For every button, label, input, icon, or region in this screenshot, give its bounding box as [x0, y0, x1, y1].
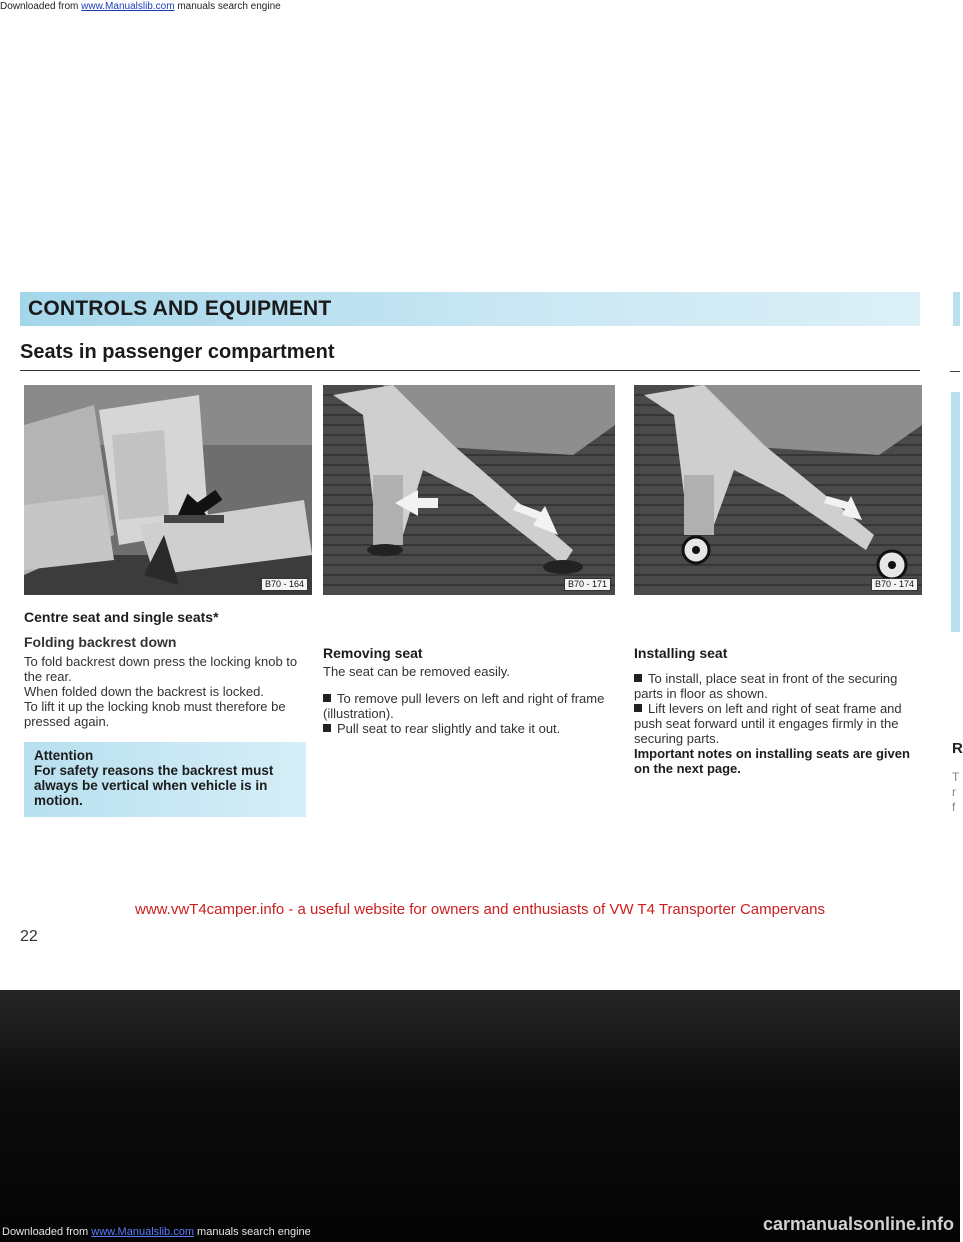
- centre-seat-heading: Centre seat and single seats*: [24, 609, 219, 625]
- installing-bullet-1: To install, place seat in front of the securing parts in floor as shown.: [634, 671, 922, 701]
- installing-important-note: Important notes on installing seats are given on the next page.: [634, 746, 910, 776]
- folding-backrest-heading: Folding backrest down: [24, 634, 177, 650]
- next-page-heading-fragment: R: [952, 740, 963, 757]
- seat-interior-illustration: [24, 385, 312, 595]
- section-banner-title: CONTROLS AND EQUIPMENT: [28, 297, 332, 320]
- column-removing-seat: [323, 646, 615, 736]
- attention-text: For safety reasons the backrest must always be vertical when vehicle is in motion.: [34, 763, 274, 808]
- next-page-text-fragment-3: f: [952, 800, 956, 814]
- figure-tag: B70 - 174: [871, 578, 918, 591]
- column-centre-seat: [24, 610, 310, 729]
- next-page-text-fragment-1: T: [952, 770, 960, 784]
- download-notice-suffix: manuals search engine: [197, 1226, 311, 1238]
- download-notice-suffix: manuals search engine: [177, 1, 281, 12]
- next-page-text-fragment-2: r: [952, 785, 956, 799]
- figure-tag: B70 - 164: [261, 578, 308, 591]
- folding-text-line-1: To fold backrest down press the locking knob to the rear.: [24, 654, 298, 684]
- removing-seat-heading: Removing seat: [323, 645, 423, 661]
- next-page-banner-edge: [953, 292, 960, 326]
- column-installing-seat: [634, 646, 922, 776]
- manualslib-link-top[interactable]: www.Manualslib.com: [81, 1, 175, 12]
- next-page-figure-edge: [951, 392, 960, 632]
- figure-tag: B70 - 171: [564, 578, 611, 591]
- folding-text-line-2: When folded down the backrest is locked.: [24, 684, 264, 699]
- title-rule: [20, 370, 920, 371]
- download-notice-bottom: [2, 1226, 311, 1238]
- removing-seat-illustration: [323, 385, 615, 595]
- installing-seat-heading: Installing seat: [634, 645, 728, 661]
- removing-bullet-2: Pull seat to rear slightly and take it out.: [323, 721, 615, 736]
- folding-text-line-3: To lift it up the locking knob must therefore be pressed again.: [24, 699, 286, 729]
- section-banner: [20, 292, 920, 326]
- download-notice-prefix: Downloaded from: [0, 1, 79, 12]
- download-notice-prefix: Downloaded from: [2, 1226, 89, 1238]
- installing-bullet-2: Lift levers on left and right of seat frame and push seat forward until it engages firmly in the securing parts.: [634, 701, 922, 746]
- attention-box: [24, 742, 306, 817]
- website-footer[interactable]: www.vwT4camper.info - a useful website for owners and enthusiasts of VW T4 Transporter Campervans: [134, 901, 826, 918]
- page-number: 22: [20, 928, 38, 945]
- installing-seat-illustration: [634, 385, 922, 595]
- download-notice-top: [0, 0, 960, 14]
- removing-bullet-1: To remove pull levers on left and right of frame (illustration).: [323, 691, 615, 721]
- removing-seat-intro: The seat can be removed easily.: [323, 664, 510, 679]
- watermark: carmanualsonline.info: [762, 1214, 954, 1234]
- attention-title: Attention: [34, 748, 94, 763]
- next-page-title-rule: [950, 371, 960, 372]
- manualslib-link-bottom[interactable]: www.Manualslib.com: [91, 1226, 194, 1238]
- figure-removing-seat: [323, 385, 615, 595]
- figure-installing-seat: [634, 385, 922, 595]
- bottom-dark-margin: [0, 990, 960, 1242]
- page-title: Seats in passenger compartment: [20, 341, 335, 363]
- figure-seat-interior: [24, 385, 312, 595]
